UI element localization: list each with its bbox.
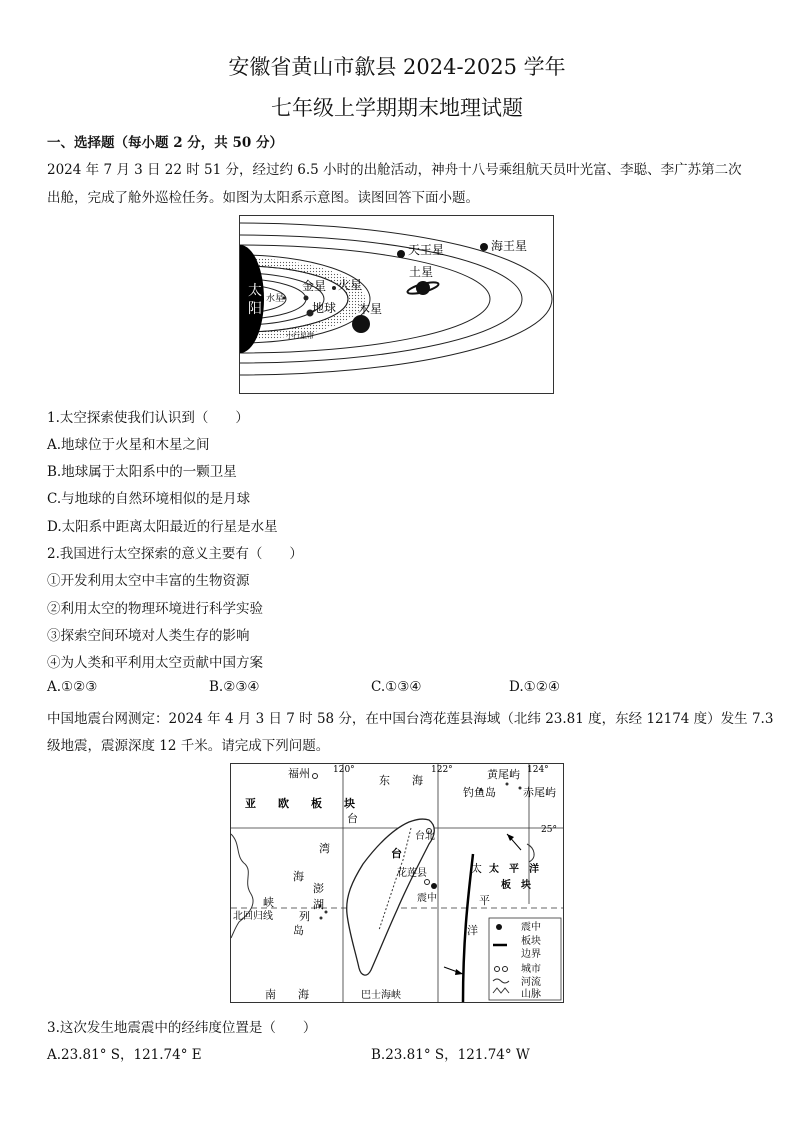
intro2-line2: 级地震，震源深度 12 千米。请完成下列问题。	[47, 738, 330, 754]
section-heading: 一、选择题（每小题 2 分，共 50 分）	[47, 135, 283, 151]
q2-item-3: ③探索空间环境对人类生存的影响	[47, 628, 250, 644]
q2-stem: 2.我国进行太空探索的意义主要有（ ）	[47, 546, 303, 562]
q1-option-c[interactable]: C.与地球的自然环境相似的是月球	[47, 491, 251, 507]
venus-label: 金星	[302, 279, 327, 293]
sun-label-2: 阳	[248, 301, 262, 317]
jupiter	[352, 315, 370, 333]
uranus	[397, 250, 405, 258]
q3-option-b[interactable]: B.23.81° S，121.74° W	[371, 1047, 530, 1063]
page-title-line2: 七年级上学期期末地理试题	[271, 96, 523, 120]
legend-city: 城市	[521, 964, 541, 975]
mars	[332, 286, 336, 290]
q1-stem: 1.太空探索使我们认识到（ ）	[47, 410, 249, 426]
neptune-label: 海王星	[491, 239, 528, 253]
solar-system-figure	[239, 215, 554, 394]
mainland-coastline	[231, 834, 253, 938]
jupiter-label: 木星	[358, 302, 383, 316]
q2-item-1: ①开发利用太空中丰富的生物资源	[47, 573, 250, 589]
label-lie: 列	[299, 910, 310, 923]
venus	[304, 296, 309, 301]
intro1-line2: 出舱，完成了舱外巡检任务。如图为太阳系示意图。读图回答下面小题。	[47, 190, 479, 206]
q2-option-c[interactable]: C.①③④	[371, 679, 422, 695]
label-lon120: 120°	[333, 765, 355, 775]
label-dao: 岛	[293, 924, 304, 937]
label-ping: 平	[479, 894, 490, 907]
page-title-line1: 安徽省黄山市歙县 2024-2025 学年	[228, 55, 566, 79]
sun-label-1: 太	[248, 283, 262, 299]
q2-item-4: ④为人类和平利用太空贡献中国方案	[47, 655, 263, 671]
label-chiwei: 赤尾屿	[523, 786, 556, 799]
q2-item-2: ②利用太空的物理环境进行科学实验	[47, 601, 263, 617]
q3-option-a[interactable]: A.23.81° S，121.74° E	[47, 1047, 202, 1063]
label-east-sea: 东 海	[379, 774, 423, 787]
legend-mountain: 山脉	[521, 989, 541, 1000]
solar-system-diagram	[240, 216, 553, 393]
label-fuzhou: 福州	[288, 767, 310, 780]
legend-epicenter: 震中	[521, 922, 541, 933]
label-bashi: 巴士海峡	[361, 990, 401, 1001]
label-hualian: 花莲县	[397, 868, 427, 879]
q2-option-b[interactable]: B.②③④	[209, 679, 260, 695]
label-taiwan-island: 台	[391, 847, 402, 860]
legend-epicenter-symbol	[496, 924, 502, 930]
label-tropic: 北回归线	[233, 911, 273, 922]
epicenter-marker	[431, 883, 437, 889]
label-penghu-2: 湖	[313, 898, 324, 911]
intro1-line1: 2024 年 7 月 3 日 22 时 51 分，经过约 6.5 小时的出舱活动，神舟十八号乘组航天员叶光富、李聪、李广苏第二次	[47, 162, 742, 178]
asteroid-belt-label: 小行星带	[286, 332, 314, 340]
label-bankuai: 板 块	[501, 880, 531, 891]
label-hai: 海	[293, 870, 304, 883]
legend-boundary-2: 边界	[521, 949, 541, 960]
label-epicenter: 震中	[417, 893, 437, 904]
q2-option-a[interactable]: A.①②③	[47, 679, 98, 695]
saturn-label: 土星	[409, 265, 434, 279]
legend-boundary-1: 板块	[521, 936, 541, 947]
label-yang: 洋	[467, 924, 478, 937]
intro2-line1: 中国地震台网测定：2024 年 4 月 3 日 7 时 58 分，在中国台湾花莲县海域（北纬 23.81 度，东经 12174 度）发生 7.3	[47, 711, 774, 727]
label-taibei: 台北	[415, 831, 435, 842]
q1-option-a[interactable]: A.地球位于火星和木星之间	[47, 437, 210, 453]
label-xia: 峡	[263, 896, 274, 909]
taiwan-earthquake-map	[230, 763, 564, 1003]
mercury-label: 水星	[266, 294, 285, 304]
neptune	[480, 243, 488, 251]
taiwan-map-svg	[231, 764, 563, 1002]
label-lat25: 25°	[541, 825, 557, 835]
earth-label: 地球	[312, 301, 337, 315]
q1-option-b[interactable]: B.地球属于太阳系中的一颗卫星	[47, 464, 237, 480]
hualien-city	[425, 880, 430, 885]
fuzhou-city	[313, 774, 318, 779]
label-eurasian-plate: 亚 欧 板 块	[245, 797, 355, 810]
legend-river: 河流	[521, 977, 541, 988]
label-huangwei: 黄尾屿	[487, 768, 520, 781]
label-wan: 湾	[319, 842, 330, 855]
q1-option-d[interactable]: D.太阳系中距离太阳最近的行星是水星	[47, 519, 278, 535]
q2-option-d[interactable]: D.①②④	[509, 679, 560, 695]
mars-label: 火星	[338, 278, 363, 292]
label-pacific: 太 平 洋	[489, 864, 539, 875]
label-south-sea: 南 海	[265, 988, 309, 1001]
q3-stem: 3.这次发生地震震中的经纬度位置是（ ）	[47, 1020, 317, 1036]
label-tai: 台	[347, 812, 358, 825]
label-tai2: 太	[471, 862, 482, 875]
label-lon124: 124°	[527, 765, 549, 775]
uranus-label: 天王星	[408, 243, 445, 257]
ryukyu-islands	[527, 844, 534, 862]
label-penghu-1: 澎	[313, 882, 324, 895]
label-diaoyu: 钓鱼岛	[463, 786, 496, 799]
label-lon122: 122°	[431, 765, 453, 775]
